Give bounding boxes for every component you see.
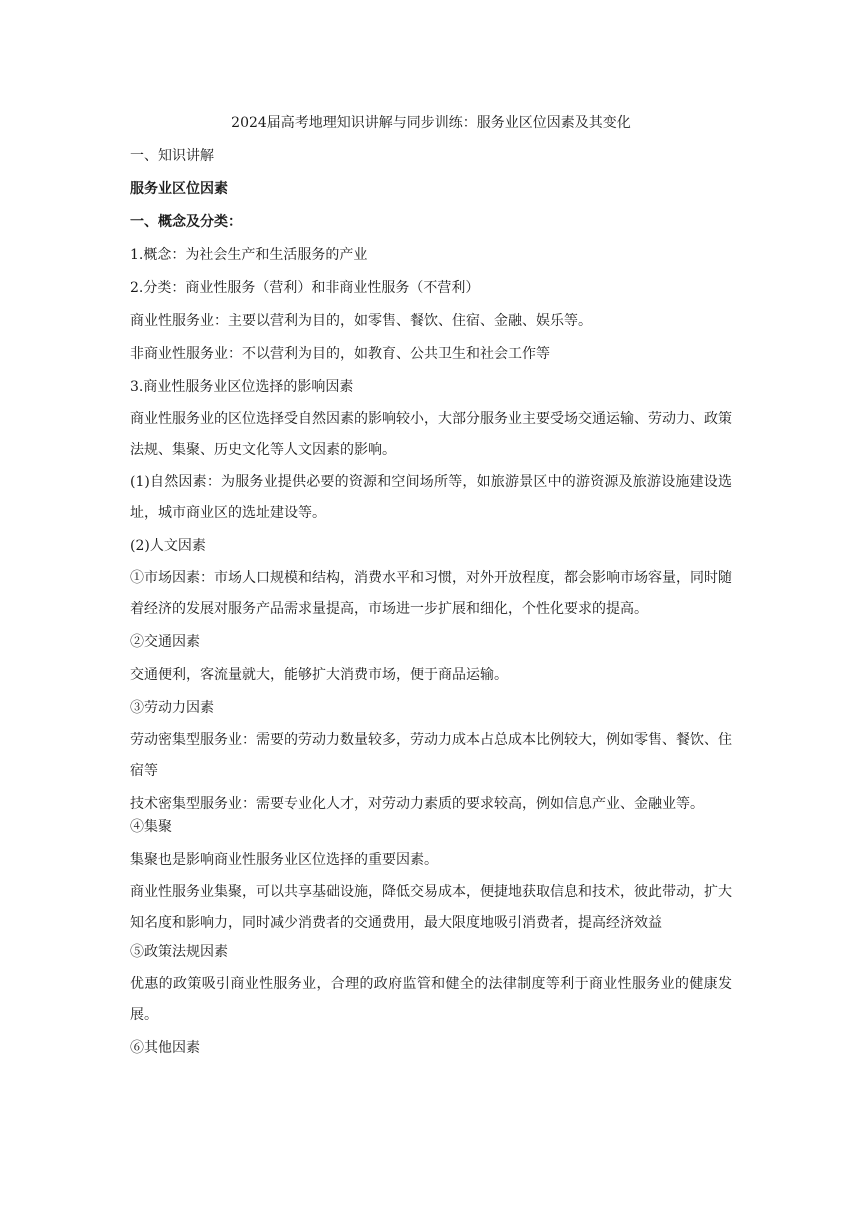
transport-factor-paragraph: 交通便利，客流量就大，能够扩大消费市场，便于商品运输。 (130, 667, 508, 683)
agglomeration-paragraph-1: 集聚也是影响商业性服务业区位选择的重要因素。 (130, 852, 438, 868)
other-factors-heading: ⑥其他因素 (130, 1040, 200, 1056)
policy-factor-heading: ⑤政策法规因素 (130, 944, 228, 960)
subsection-heading: 一、概念及分类： (130, 214, 242, 230)
human-factors-heading: (2)人文因素 (130, 538, 206, 554)
agglomeration-heading: ④集聚 (130, 819, 172, 835)
natural-factors-paragraph: (1)自然因素：为服务业提供必要的资源和空间场所等，如旅游景区中的游资源及旅游设施建设选址，城市商业区的选址建设等。 (130, 474, 732, 521)
commercial-service-line: 商业性服务业：主要以营利为目的，如零售、餐饮、住宿、金融、娱乐等。 (130, 313, 592, 329)
market-factor-paragraph: ①市场因素：市场人口规模和结构，消费水平和习惯，对外开放程度，都会影响市场容量，同时随着经济的发展对服务产品需求量提高，市场进一步扩展和细化，个性化要求的提高。 (130, 570, 732, 617)
classification-line: 2.分类：商业性服务（营利）和非商业性服务（不营利） (130, 280, 480, 296)
intro-paragraph: 商业性服务业的区位选择受自然因素的影响较小，大部分服务业主要受场交通运输、劳动力、政策法规、集聚、历史文化等人文因素的影响。 (130, 411, 732, 458)
non-commercial-service-line: 非商业性服务业：不以营利为目的，如教育、公共卫生和社会工作等 (130, 346, 550, 362)
tech-intensive-paragraph: 技术密集型服务业：需要专业化人才，对劳动力素质的要求较高，例如信息产业、金融业等。 (130, 796, 704, 812)
document-body (130, 113, 732, 1071)
transport-factor-heading: ②交通因素 (130, 634, 200, 650)
document-title: 2024届高考地理知识讲解与同步训练：服务业区位因素及其变化 (231, 115, 631, 131)
policy-factor-paragraph: 优惠的政策吸引商业性服务业，合理的政府监管和健全的法律制度等利于商业性服务业的健康发展。 (130, 976, 732, 1023)
labor-intensive-paragraph: 劳动密集型服务业：需要的劳动力数量较多，劳动力成本占总成本比例较大，例如零售、餐饮、住宿等 (130, 732, 732, 779)
concept-line: 1.概念：为社会生产和生活服务的产业 (130, 247, 368, 263)
topic-heading: 服务业区位因素 (130, 181, 228, 197)
agglomeration-paragraph-2: 商业性服务业集聚，可以共享基础设施，降低交易成本，便捷地获取信息和技术，彼此带动，扩大知名度和影响力，同时减少消费者的交通费用，最大限度地吸引消费者，提高经济效益 (130, 884, 732, 931)
labor-factor-heading: ③劳动力因素 (130, 700, 214, 716)
location-factors-heading: 3.商业性服务业区位选择的影响因素 (130, 379, 354, 395)
section-heading: 一、知识讲解 (130, 148, 214, 164)
